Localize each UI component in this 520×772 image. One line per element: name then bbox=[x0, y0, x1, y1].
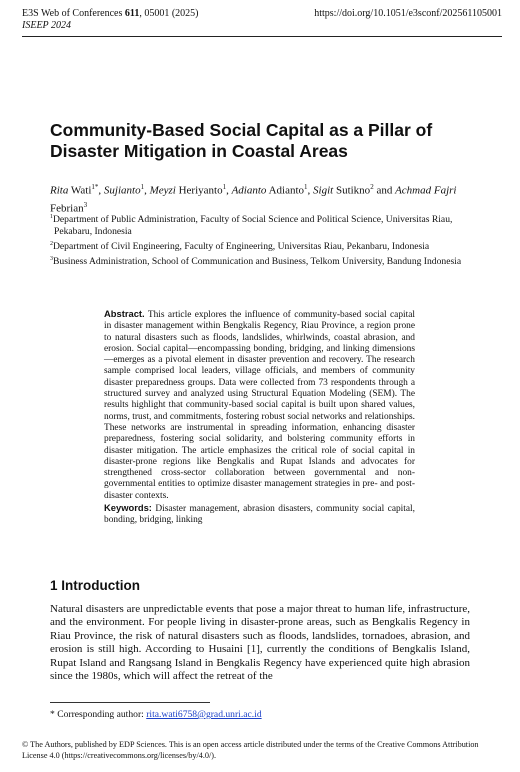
footnote-label: Corresponding author: bbox=[57, 709, 144, 720]
corresponding-email-link[interactable]: rita.wati6758@grad.unri.ac.id bbox=[146, 709, 262, 720]
affiliation-text: Business Administration, School of Communication and Business, Telkom University, Bandung Indonesia bbox=[53, 256, 462, 268]
author-family-name: Adianto bbox=[268, 184, 305, 197]
author-given-name: Achmad Fajri bbox=[395, 184, 457, 197]
header-left bbox=[22, 8, 199, 32]
author-list: Rita Wati$^{1*}$, Sujianto$^1$, Meyzi Heriyanto$^1$, Adianto Adianto$^1$, Sigit Sutikno$^2$ and Achmad Fajri Febrian$^3$ bbox=[50, 183, 457, 215]
author-conjunction: and bbox=[376, 184, 393, 197]
journal-citation bbox=[22, 8, 199, 19]
abstract-text: This article explores the influence of community-based social capital in disaster management within Bengkalis Regency, Riau Province, a region prone to natural disasters such as floods, landslides, whirlwinds, coastal abrasion, and erosion. Social capital—encompassing bonding, bridging, and linking dimensions—emerges as a pivotal element in disaster prevention and recovery. The research sample comprised local leaders, village officials, and members of community disaster preparedness groups. Data were collected from 73 respondents through a structured survey and analyzed using Structural Equation Modeling (SEM). The results highlight that community-based social capital is built upon shared values, norms, trust, and commitments, fostering robust social networks and relationships. These networks are instrumental in spreading information, enhancing disaster preparedness, fostering social solidarity, and bolstering community efforts in disaster mitigation. The article emphasizes the critical role of social capital in disaster-prone regions like Bengkalis and Rupat Islands and advocates for strengthened cross-sector collaboration between governmental and non-governmental entities to optimize disaster management strategies in pre- and post-disaster contexts. bbox=[104, 310, 415, 501]
section-body: Natural disasters are unpredictable events that pose a major threat to human life, infrastructure, and the environment. For people living in disaster-prone areas, such as Bengkalis Regency in Riau Province, the risk of natural disasters such as floods, landslides, tornadoes, abrasion, and erosion is still high. According to Husaini [1], currently the conditions of Bengkalis Island, Rupat Island and Rangsang Island in Bengkalis Regency have experienced quite high abrasion since the 1980s, which will affect the retreat of the bbox=[50, 603, 470, 683]
author-family-name: Sutikno bbox=[335, 184, 371, 197]
affiliation-text: Department of Public Administration, Faculty of Social Science and Political Science, Universitas Riau, Pekabaru, Indonesia bbox=[53, 214, 453, 238]
author-affiliation-mark: 1 bbox=[222, 183, 227, 191]
conference-name: ISEEP 2024 bbox=[22, 20, 71, 31]
footnote bbox=[50, 709, 262, 720]
keywords-text: Disaster management, abrasion disasters, community social capital, bonding, bridging, linking bbox=[104, 504, 415, 526]
abstract-label: Abstract. bbox=[104, 308, 145, 319]
affiliation-mark: 3 bbox=[50, 256, 53, 263]
author-affiliation-mark: 1 bbox=[140, 183, 145, 191]
license-notice: © The Authors, published by EDP Sciences. This is an open access article distributed under the terms of the Creative Commons Attribution License 4.0 (https://creativecommons.org/licenses/by/4.0/). bbox=[22, 740, 479, 760]
author-affiliation-mark: 1 bbox=[304, 183, 308, 191]
author-given-name: Sigit bbox=[313, 184, 334, 197]
author-affiliation-mark: 1* bbox=[91, 183, 99, 191]
section-heading: 1 Introduction bbox=[50, 578, 140, 593]
keywords-line bbox=[104, 502, 415, 527]
abstract-paragraph bbox=[104, 308, 415, 502]
author-given-name: Sujianto bbox=[103, 184, 141, 197]
affiliation-item bbox=[50, 253, 470, 268]
doi-link[interactable]: https://doi.org/10.1051/e3sconf/202561105001 bbox=[314, 8, 502, 19]
author-family-name: Heriyanto bbox=[178, 184, 223, 197]
affiliation-mark: 2 bbox=[50, 241, 53, 248]
footnote-marker: * bbox=[50, 709, 55, 720]
affiliation-list bbox=[50, 211, 470, 269]
author-affiliation-mark: 2 bbox=[370, 183, 374, 191]
author-given-name: Adianto bbox=[231, 184, 267, 197]
affiliation-item bbox=[50, 238, 470, 253]
journal-name: E3S Web of Conferences bbox=[22, 8, 123, 19]
author-family-name: Wati bbox=[70, 184, 92, 197]
affiliation-mark: 1 bbox=[50, 214, 53, 220]
running-header bbox=[22, 8, 502, 37]
author-given-name: Meyzi bbox=[149, 184, 176, 197]
article-number: , 05001 (2025) bbox=[139, 8, 199, 19]
keywords-label: Keywords: bbox=[104, 502, 152, 514]
affiliation-text: Department of Civil Engineering, Faculty of Engineering, Universitas Riau, Pekanbaru, Indonesia bbox=[53, 241, 430, 253]
paper-title: Community-Based Social Capital as a Pillar of Disaster Mitigation in Coastal Areas bbox=[50, 120, 433, 161]
journal-volume: 611 bbox=[124, 8, 140, 19]
footnote-divider bbox=[50, 702, 210, 703]
author-family-name: Febrian bbox=[50, 202, 84, 215]
author-given-name: Rita bbox=[50, 184, 69, 197]
affiliation-item bbox=[50, 211, 470, 238]
abstract-block bbox=[104, 308, 415, 527]
author-affiliation-mark: 3 bbox=[83, 200, 88, 209]
